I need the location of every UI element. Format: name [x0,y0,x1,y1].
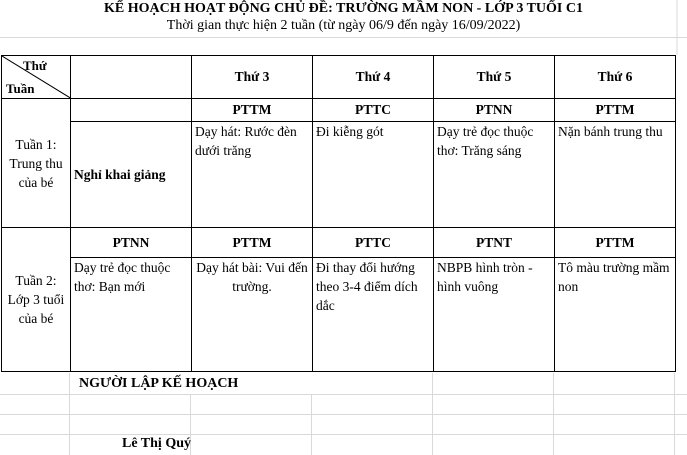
activity-cell: Dạy trẻ đọc thuộc thơ: Bạn mới [71,258,192,372]
planner-label: NGƯỜI LẬP KẾ HOẠCH [79,376,239,391]
category-cell: PTTC [313,99,434,122]
activity-cell: Tô màu trường mầm non [555,258,676,372]
week1-label-text: Tuần 1: Trung thu của bé [9,136,63,190]
planner-name: Lê Thị Quý [122,436,191,451]
day-header: Thứ 3 [192,56,313,99]
corner-label-week: Tuần [6,81,35,96]
category-cell: PTTM [192,228,313,258]
day-header: Thứ 5 [434,56,555,99]
activity-plan-table [1,55,676,372]
category-cell: PTNN [71,228,192,258]
category-cell: PTTC [313,228,434,258]
day-header: Thứ 6 [555,56,676,99]
activity-cell: Dạy hát: Rước đèn dưới trăng [192,122,313,228]
week2-category-row [2,228,676,258]
day-header: Thứ 4 [313,56,434,99]
corner-label-day: Thứ [23,58,47,73]
category-cell: PTTM [555,99,676,122]
page-title: KẾ HOẠCH HOẠT ĐỘNG CHỦ ĐỀ: TRƯỜNG MẦM NON - LỚP 3 TUỔI C1 [103,1,583,16]
activity-cell: Đi kiễng gót [313,122,434,228]
header-empty-cell [71,56,192,99]
week1-activity-row [2,122,676,228]
activity-cell: Nghỉ khai giảng [71,122,192,228]
activity-cell: NBPB hình tròn - hình vuông [434,258,555,372]
week2-label [2,228,71,372]
week1-category-row [2,99,676,122]
category-cell: PTTM [192,99,313,122]
page-subtitle: Thời gian thực hiện 2 tuần (từ ngày 06/9 đến ngày 16/09/2022) [166,18,521,33]
week2-activity-row [2,258,676,372]
week1-label [2,99,71,228]
activity-cell: Đi thay đổi hướng theo 3-4 điểm dích dắc [313,258,434,372]
activity-cell: Dạy hát bài: Vui đến trường. [192,258,313,372]
week2-label-text: Tuần 2: Lớp 3 tuổi của bé [7,273,65,326]
corner-header-cell [2,56,71,99]
activity-cell: Nặn bánh trung thu [555,122,676,228]
category-cell: PTNT [434,228,555,258]
category-cell: PTTM [555,228,676,258]
activity-cell: Dạy trẻ đọc thuộc thơ: Trăng sáng [434,122,555,228]
category-cell [71,99,192,122]
category-cell: PTNN [434,99,555,122]
table-header-row [2,56,676,99]
